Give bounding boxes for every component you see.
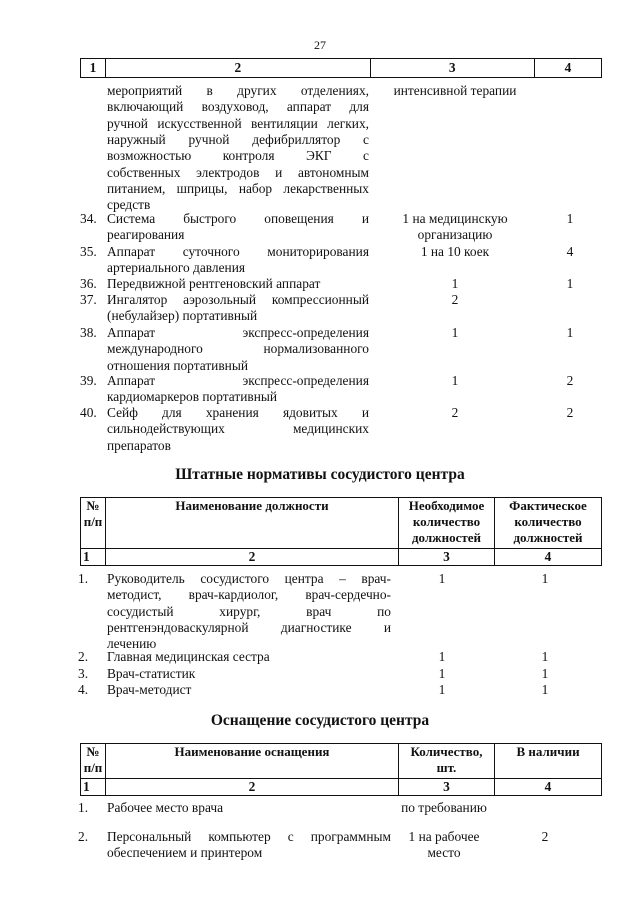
item-name-line: наружный ручной дефибриллятор с [107,131,369,147]
equip-col-number-header: № п/п [81,744,106,779]
item-quantity: 2 [451,292,459,307]
col-1-num: 1 [81,59,106,78]
item-name-line: Система быстрого оповещения и [107,211,369,226]
staff-col-required-header: Необходимое количество должностей [399,498,495,549]
item-number: 37. [80,292,97,307]
staff-row-number: 3. [78,666,89,681]
item-available: 1 [566,325,574,340]
item-quantity: 2 [451,405,459,420]
item-number: 38. [80,325,97,340]
col-2-num: 2 [106,59,371,78]
staff-required: 1 [438,682,446,697]
item-name-line: Аппарат экспресс-определения [107,373,369,388]
item-name-line: Сейф для хранения ядовитых и [107,405,369,420]
equipment-row-number: 2. [78,829,89,844]
item-name-line: артериального давления [107,260,246,276]
item-name-line: международного нормализованного [107,341,369,357]
staff-required: 1 [438,649,446,664]
equip-col-available-header: В наличии [495,744,602,779]
staff-position-line: Руководитель сосудистого центра – врач- [107,571,391,586]
item-available: 2 [566,405,574,420]
item-number: 34. [80,211,97,226]
staff-num-1: 1 [81,549,106,566]
staff-required: 1 [438,571,446,586]
equipment-table-header [80,743,602,796]
item-available: 4 [566,244,574,259]
staff-actual: 1 [541,666,549,681]
equipment-name-line: Рабочее место врача [107,800,224,815]
staff-table-header [80,497,602,566]
staff-row-number: 1. [78,571,89,586]
item-available: 2 [566,373,574,388]
equipment-quantity: место [427,845,461,861]
equip-num-3: 3 [399,779,495,796]
item-name-line: кардиомаркеров портативный [107,389,278,405]
equip-col-name-header: Наименование оснащения [106,744,399,779]
staff-col-name-header: Наименование должности [106,498,399,549]
item-number: 35. [80,244,97,259]
staff-position-line: Врач-методист [107,682,192,697]
item-name-line: возможностью контроля ЭКГ с [107,148,369,164]
staff-required: 1 [438,666,446,681]
item-name-line: сильнодействующих медицинских [107,421,369,437]
equip-num-2: 2 [106,779,399,796]
staff-position-line: сосудистый хирург, врач по [107,603,391,619]
item-name-line: Аппарат экспресс-определения [107,325,369,340]
equip-col-qty-header: Количество, шт. [399,744,495,779]
equipment-quantity: 1 на рабочее [408,829,480,844]
table1-header [80,58,602,78]
staff-position-line: рентгенэндоваскулярной диагностике и [107,619,391,635]
item-available: 1 [566,211,574,226]
staff-col-actual-header: Фактическое количество должностей [495,498,602,549]
equipment-quantity: по требованию [401,800,487,815]
equipment-name-line: Персональный компьютер с программным [107,829,391,844]
item-number: 40. [80,405,97,420]
item-name-line: Ингалятор аэрозольный компрессионный [107,292,369,307]
item-name-line: Аппарат суточного мониторирования [107,244,369,259]
staff-col-number-header: № п/п [81,498,106,549]
page-number: 27 [314,38,326,52]
staff-num-3: 3 [399,549,495,566]
item-available: 1 [566,276,574,291]
item-name-line: питанием, шприцы, набор лекарственных [107,180,369,196]
item-name-line: ручной искусственной вентиляции легких, [107,115,369,131]
staff-section-title: Штатные нормативы сосудистого центра [175,466,465,483]
item-name-line: отношения портативный [107,357,248,373]
item-quantity: организацию [417,227,493,243]
item-quantity: 1 [451,276,459,291]
equip-num-1: 1 [81,779,106,796]
staff-position-line: лечению [107,636,157,652]
item-name-line: включающий воздуховод, аппарат для [107,99,369,115]
equipment-name-line: обеспечением и принтером [107,845,263,861]
item-name-line: средств [107,197,151,213]
item-name-line: Передвижной рентгеновский аппарат [107,276,321,291]
staff-position-line: Врач-статистик [107,666,196,681]
item-quantity: 1 на медицинскую [402,211,508,226]
staff-num-4: 4 [495,549,602,566]
staff-num-2: 2 [106,549,399,566]
staff-position-line: методист, врач-кардиолог, врач-сердечно- [107,587,391,603]
equipment-available: 2 [541,829,549,844]
item-quantity: 1 на 10 коек [420,244,490,259]
item-name-line: мероприятий в других отделениях, [107,83,369,98]
equipment-section-title: Оснащение сосудистого центра [210,712,430,729]
item-quantity: 1 [451,325,459,340]
item-quantity: интенсивной терапии [393,83,517,98]
equip-num-4: 4 [495,779,602,796]
staff-actual: 1 [541,649,549,664]
staff-actual: 1 [541,682,549,697]
equipment-row-number: 1. [78,800,89,815]
staff-row-number: 2. [78,649,89,664]
staff-row-number: 4. [78,682,89,697]
item-number: 36. [80,276,97,291]
item-name-line: (небулайзер) портативный [107,308,258,324]
item-number: 39. [80,373,97,388]
item-name-line: собственных электродов и автономным [107,164,369,180]
item-quantity: 1 [451,373,459,388]
staff-actual: 1 [541,571,549,586]
staff-position-line: Главная медицинская сестра [107,649,270,664]
col-3-num: 3 [370,59,534,78]
col-4-num: 4 [534,59,601,78]
item-name-line: препаратов [107,437,171,453]
item-name-line: реагирования [107,227,185,243]
